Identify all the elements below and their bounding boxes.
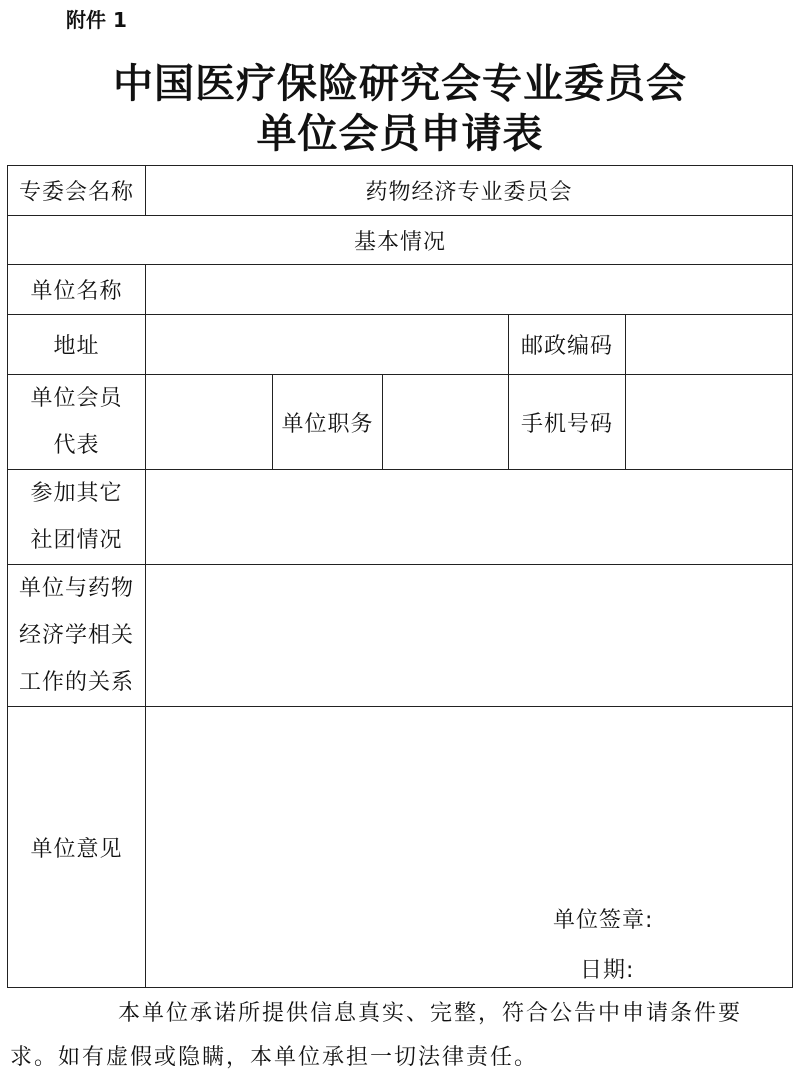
pledge-text: 本单位承诺所提供信息真实、完整，符合公告中申请条件要求。如有虚假或隐瞒，本单位承担一切法律责任。 — [10, 1001, 743, 1070]
unit-name-field[interactable] — [146, 265, 793, 315]
other-org-field[interactable] — [146, 470, 793, 565]
relation-label-line3: 工作的关系 — [18, 670, 134, 695]
application-form-table — [7, 165, 793, 988]
basic-info-header: 基本情况 — [8, 216, 793, 265]
relation-label — [8, 565, 146, 707]
address-field[interactable] — [146, 315, 509, 375]
relation-label-line1: 单位与药物 — [18, 576, 134, 601]
phone-label: 手机号码 — [509, 375, 626, 470]
representative-label — [8, 375, 146, 470]
representative-label-line2: 代表 — [53, 433, 100, 458]
representative-label-line1: 单位会员 — [30, 386, 123, 411]
other-org-label-line1: 参加其它 — [30, 481, 123, 506]
date-label: 日期: — [580, 958, 635, 983]
representative-field[interactable] — [146, 375, 273, 470]
address-label: 地址 — [8, 315, 146, 375]
other-org-label-line2: 社团情况 — [30, 528, 123, 553]
position-label: 单位职务 — [273, 375, 383, 470]
postal-code-field[interactable] — [626, 315, 793, 375]
unit-opinion-field[interactable] — [146, 707, 793, 988]
committee-name-value[interactable]: 药物经济专业委员会 — [146, 166, 793, 216]
pledge-statement — [10, 992, 770, 1080]
position-field[interactable] — [383, 375, 509, 470]
committee-name-label: 专委会名称 — [8, 166, 146, 216]
relation-field[interactable] — [146, 565, 793, 707]
phone-field[interactable] — [626, 375, 793, 470]
relation-label-line2: 经济学相关 — [18, 623, 134, 648]
unit-opinion-label: 单位意见 — [8, 707, 146, 988]
postal-code-label: 邮政编码 — [509, 315, 626, 375]
seal-label: 单位签章: — [553, 908, 654, 933]
attachment-label: 附件 1 — [66, 8, 127, 32]
form-title: 中国医疗保险研究会专业委员会 — [113, 60, 687, 107]
unit-name-label: 单位名称 — [8, 265, 146, 315]
other-org-label — [8, 470, 146, 565]
form-subtitle: 单位会员申请表 — [256, 110, 544, 157]
